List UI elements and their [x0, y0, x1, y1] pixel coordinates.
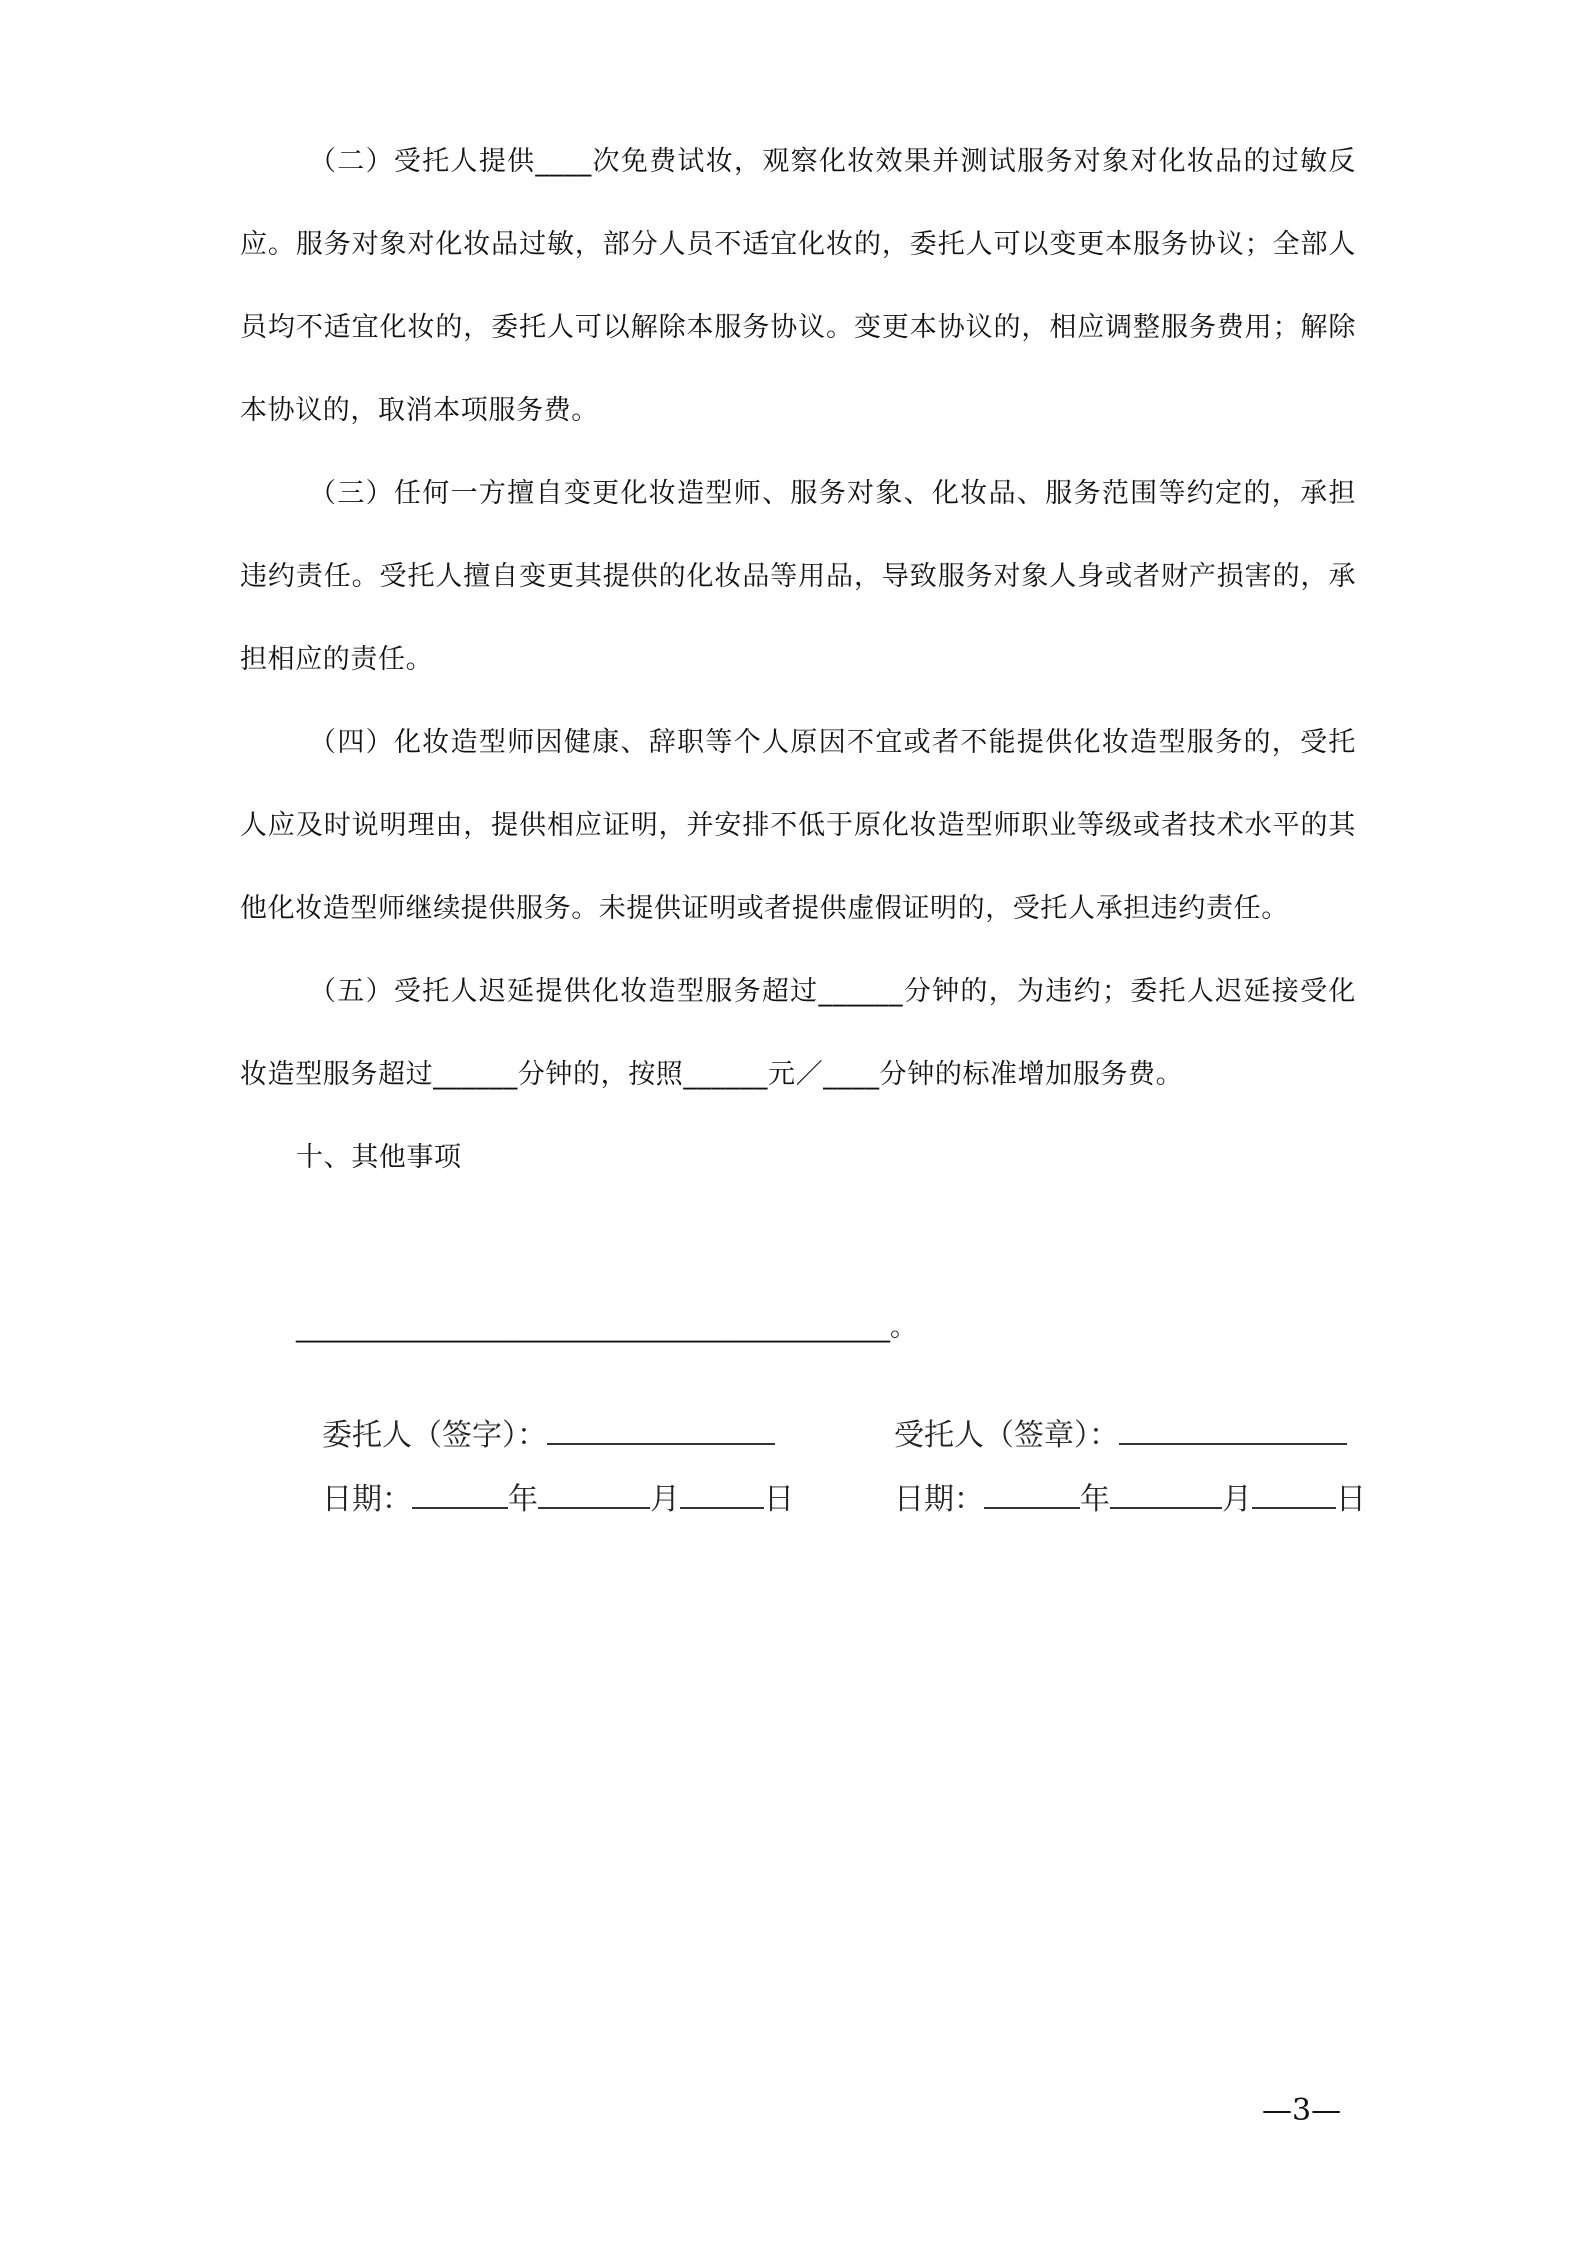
- other-matters-blank[interactable]: ____________________________________________。: [296, 1312, 917, 1343]
- contractor-day-label: 日: [1336, 1482, 1366, 1517]
- client-year-blank[interactable]: [412, 1483, 508, 1509]
- clause-4-paragraph: （四）化妆造型师因健康、辞职等个人原因不宜或者不能提供化妆造型服务的，受托人应及时说明理由，提供相应证明，并安排不低于原化妆造型师职业等级或者技术水平的其他化妆造型师继续提供服务。未提供证明或者提供虚假证明的，受托人承担违约责任。: [240, 727, 1356, 924]
- contractor-signature-blank[interactable]: [1119, 1419, 1347, 1445]
- client-delay-minutes-blank[interactable]: ______: [433, 1059, 518, 1090]
- client-signature-row: [322, 1416, 775, 1456]
- free-trial-count-blank[interactable]: ____: [535, 146, 592, 177]
- client-signature-label: 委托人（签字）：: [322, 1418, 547, 1453]
- contractor-day-blank[interactable]: [1252, 1483, 1336, 1509]
- contractor-date-label: 日期：: [894, 1482, 984, 1517]
- page-number: —3—: [1262, 2093, 1342, 2128]
- client-month-label: 月: [650, 1482, 680, 1517]
- client-signature-blank[interactable]: [547, 1419, 775, 1445]
- contract-body: [240, 120, 1356, 1199]
- client-year-label: 年: [508, 1482, 538, 1517]
- contractor-delay-minutes-blank[interactable]: ______: [818, 976, 904, 1007]
- contractor-month-blank[interactable]: [1110, 1483, 1222, 1509]
- clause-3-paragraph: （三）任何一方擅自变更化妆造型师、服务对象、化妆品、服务范围等约定的，承担违约责任。受托人擅自变更其提供的化妆品等用品，导致服务对象人身或者财产损害的，承担相应的责任。: [240, 478, 1356, 675]
- contractor-month-label: 月: [1222, 1482, 1252, 1517]
- fee-amount-blank[interactable]: ______: [683, 1059, 769, 1090]
- client-day-label: 日: [764, 1482, 794, 1517]
- section-heading-other-matters: 十、其他事项: [296, 1142, 462, 1173]
- clause-2-paragraph: （二）受托人提供____次免费试妆，观察化妆效果并测试服务对象对化妆品的过敏反应。服务对象对化妆品过敏，部分人员不适宜化妆的，委托人可以变更本服务协议；全部人员均不适宜化妆的，委托人可以解除本服务协议。变更本协议的，相应调整服务费用；解除本协议的，取消本项服务费。: [240, 146, 1356, 426]
- client-day-blank[interactable]: [680, 1483, 764, 1509]
- contractor-signature-label: 受托人（签章）：: [894, 1418, 1119, 1453]
- client-date-row: [322, 1480, 794, 1520]
- contractor-year-label: 年: [1080, 1482, 1110, 1517]
- clause-5-paragraph: （五）受托人迟延提供化妆造型服务超过______分钟的，为违约；委托人迟延接受化妆造型服务超过______分钟的，按照______元／____分钟的标准增加服务费。: [240, 976, 1356, 1090]
- contractor-date-row: [894, 1480, 1366, 1520]
- contractor-signature-row: [894, 1416, 1347, 1456]
- client-date-label: 日期：: [322, 1482, 412, 1517]
- fee-minutes-blank[interactable]: ____: [823, 1059, 880, 1090]
- contractor-year-blank[interactable]: [984, 1483, 1080, 1509]
- client-month-blank[interactable]: [538, 1483, 650, 1509]
